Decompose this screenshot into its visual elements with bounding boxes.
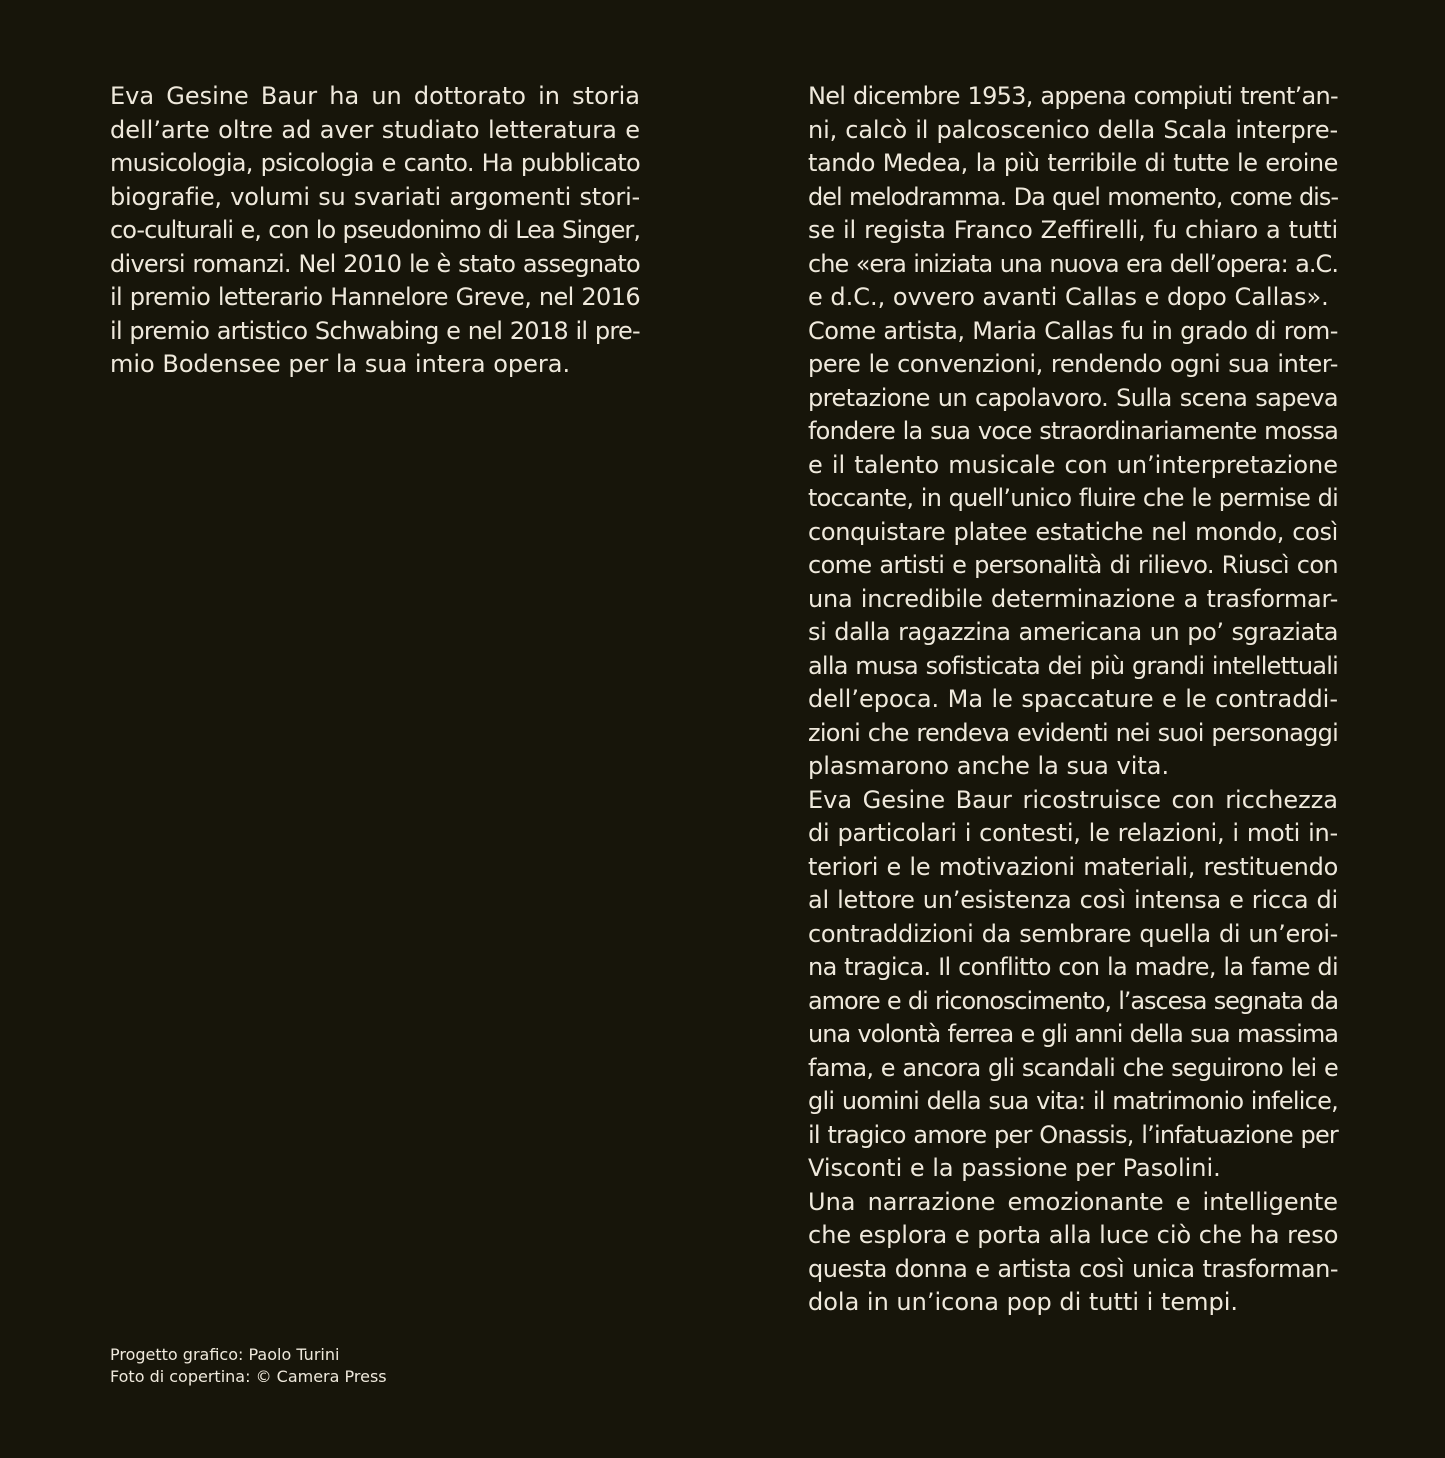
blurb-line: il tragico amore per Onassis, l’infatuazione per — [808, 1120, 1338, 1149]
blurb-line: pere le convenzioni, rendendo ogni sua inter- — [808, 350, 1338, 378]
blurb-line: tando Medea, la più terribile di tutte le eroine — [808, 149, 1338, 177]
blurb-line: pretazione un capolavoro. Sulla scena sapeva — [808, 383, 1338, 412]
blurb-line: del melodramma. Da quel momento, come dis- — [808, 182, 1338, 211]
blurb-line: Una narrazione emozionante e intelligente — [808, 1187, 1338, 1216]
blurb-line: Visconti e la passione per Pasolini. — [808, 1154, 1221, 1182]
blurb-line: e d.C., ovvero avanti Callas e dopo Callas». — [808, 283, 1329, 311]
bio-line: il premio letterario Hannelore Greve, nel 2016 — [110, 283, 640, 311]
blurb-line: Come artista, Maria Callas fu in grado di rom- — [808, 316, 1338, 345]
blurb-line: toccante, in quell’unico fluire che le permise di — [808, 484, 1338, 512]
blurb-line: conquistare platee estatiche nel mondo, così — [808, 517, 1338, 546]
blurb-line: che «era iniziata una nuova era dell’opera: a.C. — [808, 249, 1338, 278]
blurb-line: teriori e le motivazioni materiali, restituendo — [808, 852, 1338, 881]
blurb-line: na tragica. Il conflitto con la madre, la fame di — [808, 953, 1338, 981]
blurb-line: una volontà ferrea e gli anni della sua massima — [808, 1020, 1338, 1048]
bio-line: musicologia, psicologia e canto. Ha pubblicato — [110, 149, 640, 177]
blurb-line: al lettore un’esistenza così intensa e ricca di — [808, 886, 1338, 914]
cover-photo-credit: Foto di copertina: © Camera Press — [110, 1367, 387, 1386]
blurb-line: questa donna e artista così unica trasforman- — [808, 1254, 1338, 1283]
blurb-line: come artisti e personalità di rilievo. Riuscì con — [808, 551, 1338, 579]
blurb-line: Eva Gesine Baur ricostruisce con ricchezza — [808, 785, 1338, 814]
bio-line: dell’arte oltre ad aver studiato letteratura e — [110, 115, 640, 144]
blurb-line: fama, e ancora gli scandali che seguirono lei e — [808, 1053, 1338, 1082]
author-bio — [110, 80, 640, 382]
blurb-line: amore e di riconoscimento, l’ascesa segnata da — [808, 986, 1338, 1015]
blurb-line: Nel dicembre 1953, appena compiuti trent’an- — [808, 82, 1338, 110]
blurb-line: di particolari i contesti, le relazioni, i moti in- — [808, 819, 1338, 847]
blurb-line: contraddizioni da sembrare quella di un’eroi- — [808, 919, 1338, 948]
book-blurb — [808, 80, 1338, 1320]
bio-line: il premio artistico Schwabing e nel 2018 il pre- — [110, 316, 640, 345]
blurb-line: si dalla ragazzina americana un po’ sgraziata — [808, 618, 1338, 646]
blurb-line: se il regista Franco Zeffirelli, fu chiaro a tutti — [808, 216, 1338, 244]
blurb-line: zioni che rendeva evidenti nei suoi personaggi — [808, 718, 1338, 747]
bio-line: mio Bodensee per la sua intera opera. — [110, 350, 571, 378]
blurb-line: e il talento musicale con un’interpretazione — [808, 450, 1338, 479]
blurb-line: dola in un’icona pop di tutti i tempi. — [808, 1288, 1239, 1316]
blurb-line: che esplora e porta alla luce ciò che ha reso — [808, 1221, 1339, 1249]
blurb-line: gli uomini della sua vita: il matrimonio infelice, — [808, 1087, 1338, 1115]
blurb-line: ni, calcò il palcoscenico della Scala interpre- — [808, 115, 1338, 144]
bio-line: Eva Gesine Baur ha un dottorato in storia — [110, 82, 640, 110]
design-credit: Progetto grafico: Paolo Turini — [110, 1345, 340, 1364]
blurb-line: una incredibile determinazione a trasformar- — [808, 584, 1338, 613]
blurb-line: dell’epoca. Ma le spaccature e le contraddi- — [808, 685, 1338, 713]
blurb-line: plasmarono anche la sua vita. — [808, 752, 1170, 780]
bio-line: diversi romanzi. Nel 2010 le è stato assegnato — [110, 249, 640, 278]
credits — [110, 1344, 387, 1388]
blurb-line: alla musa sofisticata dei più grandi intellettuali — [808, 651, 1338, 680]
blurb-line: fondere la sua voce straordinariamente mossa — [808, 417, 1338, 445]
bio-line: biografie, volumi su svariati argomenti stori- — [110, 182, 640, 211]
bio-line: co-culturali e, con lo pseudonimo di Lea Singer, — [110, 216, 640, 244]
